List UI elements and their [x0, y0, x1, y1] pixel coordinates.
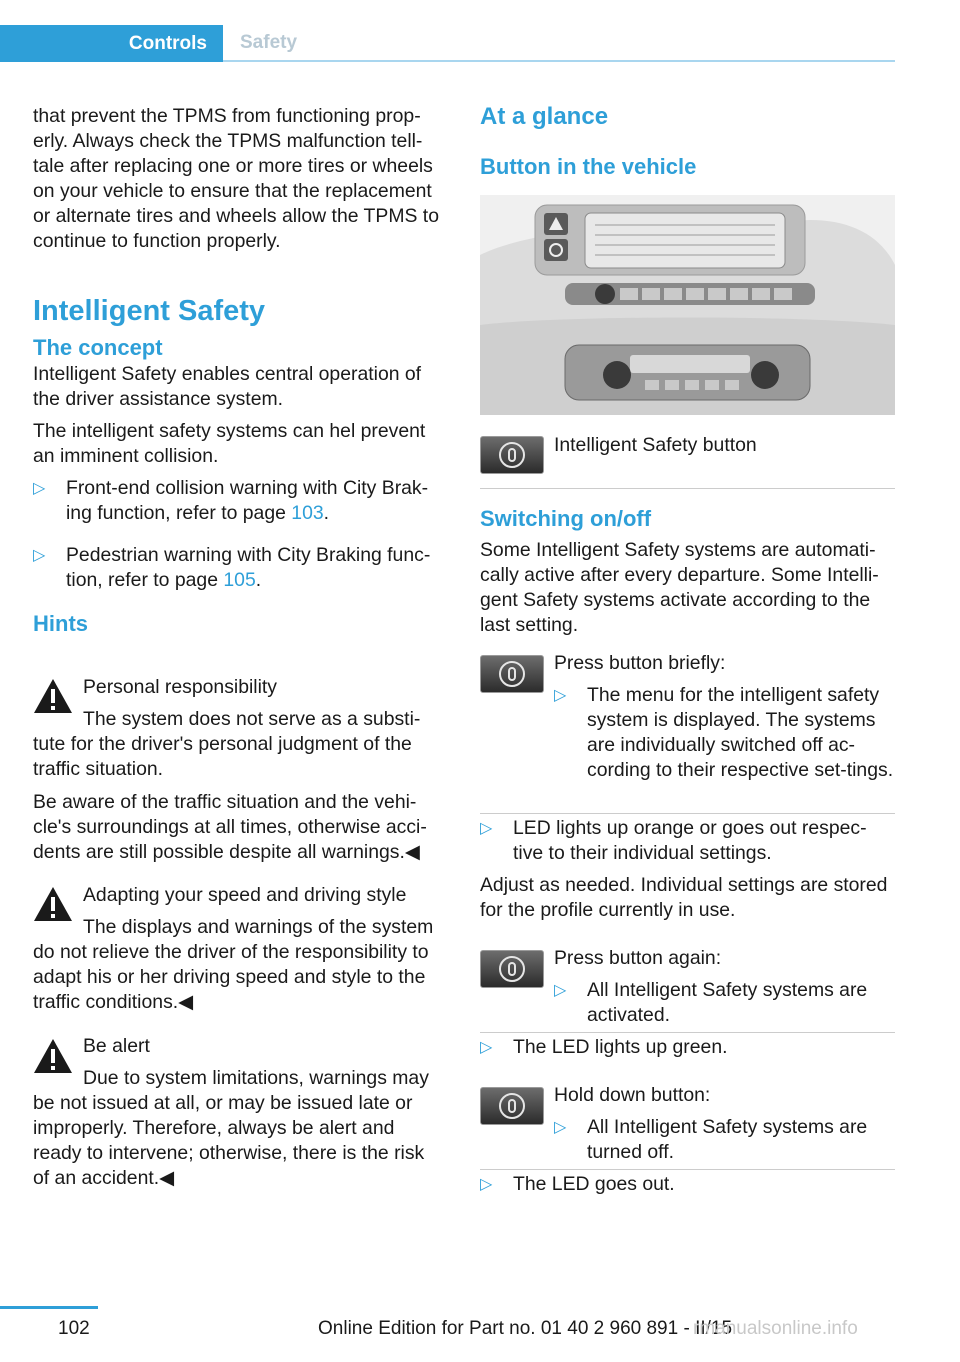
button-in-vehicle-heading: Button in the vehicle — [480, 154, 697, 179]
warning-2-title: Adapting your speed and driving style — [83, 884, 407, 906]
concept-list — [33, 476, 445, 602]
press-briefly-label: Press button briefly: — [554, 652, 726, 674]
intelligent-safety-button-icon — [480, 436, 544, 474]
edition-text: Online Edition for Part no. 01 40 2 960 891 - II/15 — [318, 1318, 733, 1339]
list-item: ▷ All Intelligent Safety systems are activated. — [554, 978, 894, 1037]
tab-controls[interactable]: Controls — [0, 25, 223, 62]
warning-1-title: Personal responsibility — [83, 676, 278, 698]
bullet-triangle-icon: ▷ — [33, 480, 46, 497]
bullet-triangle-icon: ▷ — [480, 1176, 493, 1193]
hints-heading: Hints — [33, 611, 88, 636]
bullet-triangle-icon: ▷ — [554, 1119, 567, 1136]
concept-paragraph-2: The intelligent safety systems can hel prevent an imminent collision. — [33, 420, 426, 467]
warning-2-body: The displays and warnings of the system do not relieve the driver of the responsibility to adapt his or her driving speed and style to the traffic conditions.◀ — [33, 916, 434, 1013]
bullet-triangle-icon: ▷ — [480, 820, 493, 837]
led-list-2 — [480, 1035, 895, 1077]
bullet-triangle-icon: ▷ — [554, 982, 567, 999]
warning-1-body: The system does not serve as a substi-tute for the driver's personal judgment of the traffic situation. — [33, 708, 421, 780]
divider — [480, 1169, 895, 1170]
warning-3-body: Due to system limitations, warnings may be not issued at all, or may be issued late or improperly. Therefore, always be alert and ready to intervene; otherwise, there is the risk of an accident.◀ — [33, 1067, 429, 1189]
bullet-triangle-icon: ▷ — [554, 687, 567, 704]
bullet-triangle-icon: ▷ — [480, 1039, 493, 1056]
intro-paragraph: that prevent the TPMS from functioning prop-erly. Always check the TPMS malfunction tell-tale after replacing one or more tires or wheels on your vehicle to ensure that the replacement or alternate tires and wheels allow the TPMS to continue to function properly. — [33, 105, 439, 252]
concept-paragraph-1: Intelligent Safety enables central operation of the driver assistance system. — [33, 363, 422, 410]
page-link-103[interactable]: 103 — [291, 502, 324, 524]
button-caption: Intelligent Safety button — [554, 434, 757, 456]
list-item: ▷ All Intelligent Safety systems are turned off. — [554, 1115, 894, 1174]
watermark: rmanualsonline.info — [693, 1318, 858, 1339]
divider — [480, 1032, 895, 1033]
list-item: ▷ Front-end collision warning with City Brak-ing function, refer to page 103. — [33, 476, 445, 535]
footer-accent-line — [0, 1306, 98, 1309]
bullet-triangle-icon: ▷ — [33, 547, 46, 564]
list-item: ▷ The LED goes out. — [480, 1172, 895, 1206]
page-link-105[interactable]: 105 — [223, 569, 256, 591]
divider — [480, 813, 895, 814]
header-tabs — [0, 25, 895, 62]
switching-heading: Switching on/off — [480, 506, 652, 531]
intelligent-safety-button-icon — [480, 655, 544, 693]
warning-1-body-2: Be aware of the traffic situation and the vehi-cle's surroundings at all times, otherwise acci-dents are still possible despite all warnings.◀ — [33, 791, 427, 863]
list-item: ▷ LED lights up orange or goes out respec-tive to their individual settings. — [480, 816, 895, 875]
press-again-label: Press button again: — [554, 947, 722, 969]
list-item: ▷ The menu for the intelligent safety system is displayed. The systems are individually switched off ac-cording to their respective set-tings. — [554, 683, 894, 792]
warning-3-title: Be alert — [83, 1035, 150, 1057]
tab-safety[interactable]: Safety — [223, 25, 895, 62]
concept-heading: The concept — [33, 335, 163, 360]
divider — [480, 488, 895, 489]
left-column — [33, 104, 445, 638]
hold-down-label: Hold down button: — [554, 1084, 711, 1106]
press-briefly-list — [554, 683, 894, 800]
led-list-3 — [480, 1172, 895, 1214]
switching-paragraph: Some Intelligent Safety systems are automati-cally active after every departure. Some Intelli-gent Safety systems activate according to the last setting. — [480, 539, 879, 636]
dashboard-illustration — [480, 195, 895, 415]
at-a-glance-heading: At a glance — [480, 103, 609, 130]
page-number: 102 — [58, 1318, 90, 1339]
intelligent-safety-button-icon — [480, 950, 544, 988]
section-title: Intelligent Safety — [33, 295, 266, 327]
list-item: ▷ The LED lights up green. — [480, 1035, 895, 1069]
adjust-paragraph: Adjust as needed. Individual settings are stored for the profile currently in use. — [480, 874, 888, 921]
list-item: ▷ Pedestrian warning with City Braking func-tion, refer to page 105. — [33, 543, 445, 602]
intelligent-safety-button-icon — [480, 1087, 544, 1125]
